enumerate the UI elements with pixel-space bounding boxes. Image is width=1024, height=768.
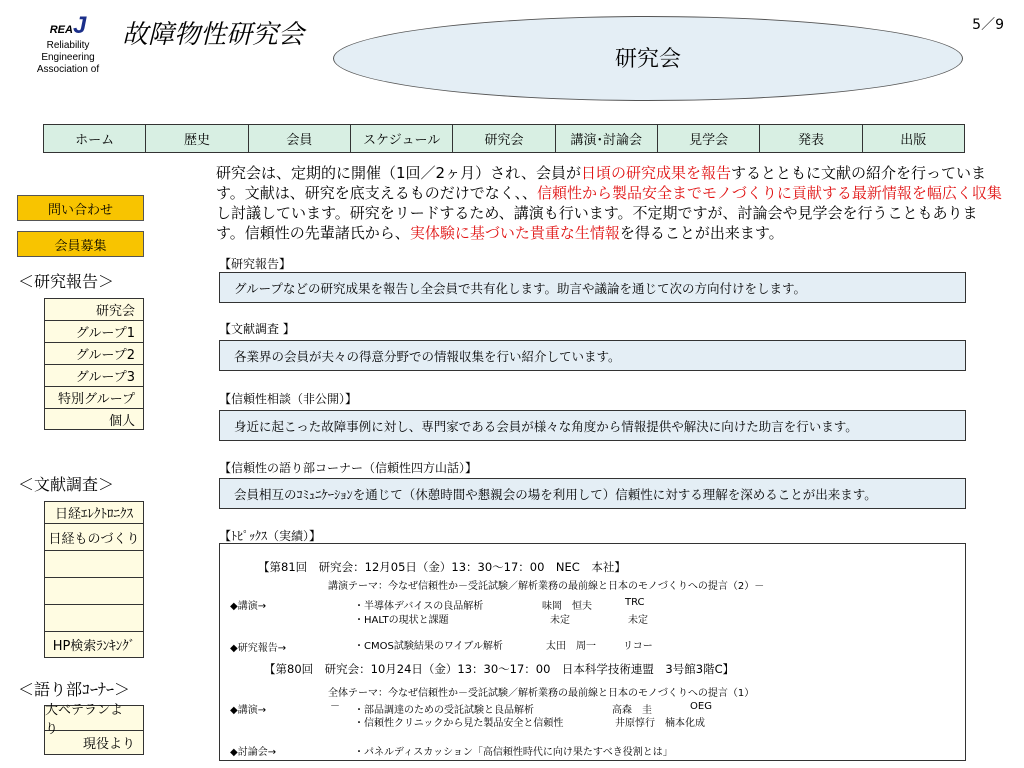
literature-list — [44, 501, 144, 658]
meeting-80-discussion: ・パネルディスカッション「高信頼性時代に向け果たすべき役割とは」 — [354, 747, 673, 758]
site-title: 故障物性研究会 — [122, 20, 305, 50]
meeting-81-lecture-2-org: 未定 — [628, 615, 648, 626]
logo-line-1: Reliability — [46, 40, 90, 51]
nav-item-presentations[interactable]: 発表 — [760, 125, 862, 152]
nav-item-study-group[interactable]: 研究会 — [453, 125, 555, 152]
sidebar-item-hp-ranking[interactable]: HP検索ﾗﾝｷﾝｸﾞ — [44, 631, 144, 658]
meeting-80-heading: 【第80回 研究会：10月24日（金）13：30～17：00 日本科学技術連盟 3号館3階C】 — [264, 662, 735, 676]
nav-item-schedule[interactable]: スケジュール — [351, 125, 453, 152]
sidebar-item-individual[interactable]: 個人 — [44, 408, 144, 430]
meeting-80-lecture-1-person: 高森 圭 — [612, 705, 652, 716]
section-box-consult: 身近に起こった故障事例に対し、専門家である会員が様々な角度から情報提供や解決に向けた助言を行います。 — [219, 410, 966, 441]
meeting-81-lecture-1-org: TRC — [625, 597, 645, 608]
topics-box — [219, 543, 966, 761]
logo — [18, 12, 118, 76]
contact-button[interactable]: 問い合わせ — [17, 195, 144, 221]
meeting-81-lecture-label: ◆講演→ — [230, 601, 267, 612]
nav-item-tours[interactable]: 見学会 — [658, 125, 760, 152]
meeting-80-lecture-1-org: OEG — [690, 701, 712, 712]
sidebar-item-empty-2 — [44, 577, 144, 604]
sidebar-item-nikkei-monozukuri[interactable]: 日経ものづくり — [44, 523, 144, 550]
meeting-81-lecture-2-person: 未定 — [550, 615, 570, 626]
intro-paragraph: 研究会は、定期的に開催（1回／2ヶ月）され、会員が日頃の研究成果を報告するとともに文献の紹介を行っています。文献は、研究を底支えるものだけでなく、、信頼性から製品安全までモノづくりに貢献する最新情報を幅広く収集し討議しています。研究をリードするため、講演も行います。不定期ですが、討論会や見学会を行うこともあります。信頼性の先輩諸氏から、実体験に基づいた貴重な生情報を得ることが出来ます。 — [216, 164, 1002, 242]
meeting-80-lecture-label: ◆講演→ — [230, 705, 267, 716]
section-label-storyteller: 【信頼性の語り部コーナー（信頼性四方山話）】 — [219, 461, 478, 475]
meeting-81-theme: 講演テーマ：今なぜ信頼性か－受託試験／解析業務の最前線と日本のモノづくりへの提言（2）－ — [328, 581, 765, 592]
logo-mark: REAJ — [49, 12, 87, 39]
section-label-research: 【研究報告】 — [219, 257, 292, 271]
meeting-81-lecture-2: ・HALTの現状と課題 — [354, 615, 449, 626]
sidebar-item-special-group[interactable]: 特別グループ — [44, 386, 144, 408]
research-report-list — [44, 298, 144, 430]
meeting-80-lecture-1: ・部品調達のための受託試験と良品解析 — [354, 705, 534, 716]
section-label-consult: 【信頼性相談（非公開）】 — [219, 392, 358, 406]
nav-item-publications[interactable]: 出版 — [900, 133, 927, 148]
meeting-81-lecture-1-person: 味岡 恒夫 — [542, 601, 592, 612]
sidebar-item-veterans[interactable]: 大ベテランよ — [44, 705, 144, 730]
meeting-81-lecture-1: ・半導体デバイスの良品解析 — [354, 601, 484, 612]
meeting-80-lecture-2: ・信頼性クリニックから見た製品安全と信頼性 — [354, 718, 564, 729]
research-report-heading: ＜研究報告＞ — [18, 272, 115, 291]
nav-item-history[interactable]: 歴史 — [146, 125, 248, 152]
storyteller-heading: ＜語り部ｺｰﾅｰ＞ — [18, 680, 131, 699]
meeting-80-discussion-label: ◆討論会→ — [230, 747, 277, 758]
section-box-literature: 各業界の会員が夫々の得意分野での情報収集を行い紹介しています。 — [219, 340, 966, 371]
meeting-81-report-label: ◆研究報告→ — [230, 643, 287, 654]
meeting-80-dash: － — [330, 701, 340, 712]
storyteller-list — [44, 705, 144, 755]
sidebar-item-group3[interactable]: グループ3 — [44, 364, 144, 386]
main-nav — [43, 124, 965, 153]
meeting-81-report-1-org: リコー — [623, 641, 653, 652]
meeting-81-heading: 【第81回 研究会：12月05日（金）13：30～17：00 NEC 本社】 — [258, 560, 626, 574]
meeting-81-report-1: ・CMOS試験結果のワイブル解析 — [354, 641, 503, 652]
nav-item-lectures[interactable]: 講演･討論会 — [556, 125, 658, 152]
meeting-81-report-1-person: 太田 周一 — [546, 641, 596, 652]
sidebar-item-empty-3 — [44, 604, 144, 631]
page-title: 研究会 — [614, 47, 681, 72]
nav-item-home[interactable]: ホーム — [44, 125, 146, 152]
page-number: 5／9 — [972, 17, 1004, 33]
sidebar-item-study-group[interactable]: 研究会 — [44, 298, 144, 320]
literature-heading: ＜文献調査＞ — [18, 475, 115, 494]
logo-line-3: Association of — [36, 64, 100, 75]
section-label-topics: 【ﾄﾋﾟｯｸｽ（実績）】 — [219, 529, 322, 543]
sidebar-item-active[interactable]: 現役より — [44, 730, 144, 755]
logo-line-2: Engineering — [41, 52, 95, 63]
sidebar-item-nikkei-electronics[interactable]: 日経ｴﾚｸﾄﾛﾆｸｽ — [44, 501, 144, 523]
sidebar-item-group1[interactable]: グループ1 — [44, 320, 144, 342]
section-box-storyteller: 会員相互のｺﾐｭﾆｹｰｼｮﾝを通じて（休憩時間や懇親会の場を利用して）信頼性に対する理解を深めることが出来ます。 — [219, 478, 966, 509]
meeting-80-lecture-2-person: 井原惇行 楠本化成 — [615, 718, 705, 729]
recruit-button[interactable]: 会員募集 — [17, 231, 144, 257]
section-label-literature: 【文献調査 】 — [219, 322, 295, 336]
sidebar-item-group2[interactable]: グループ2 — [44, 342, 144, 364]
section-box-research: グループなどの研究成果を報告し全会員で共有化します。助言や議論を通じて次の方向付けをします。 — [219, 272, 966, 303]
sidebar-item-empty-1 — [44, 550, 144, 577]
meeting-80-theme: 全体テーマ：今なぜ信頼性か－受託試験／解析業務の最前線と日本のモノづくりへの提言（1） — [328, 688, 755, 699]
nav-item-members[interactable]: 会員 — [249, 125, 351, 152]
